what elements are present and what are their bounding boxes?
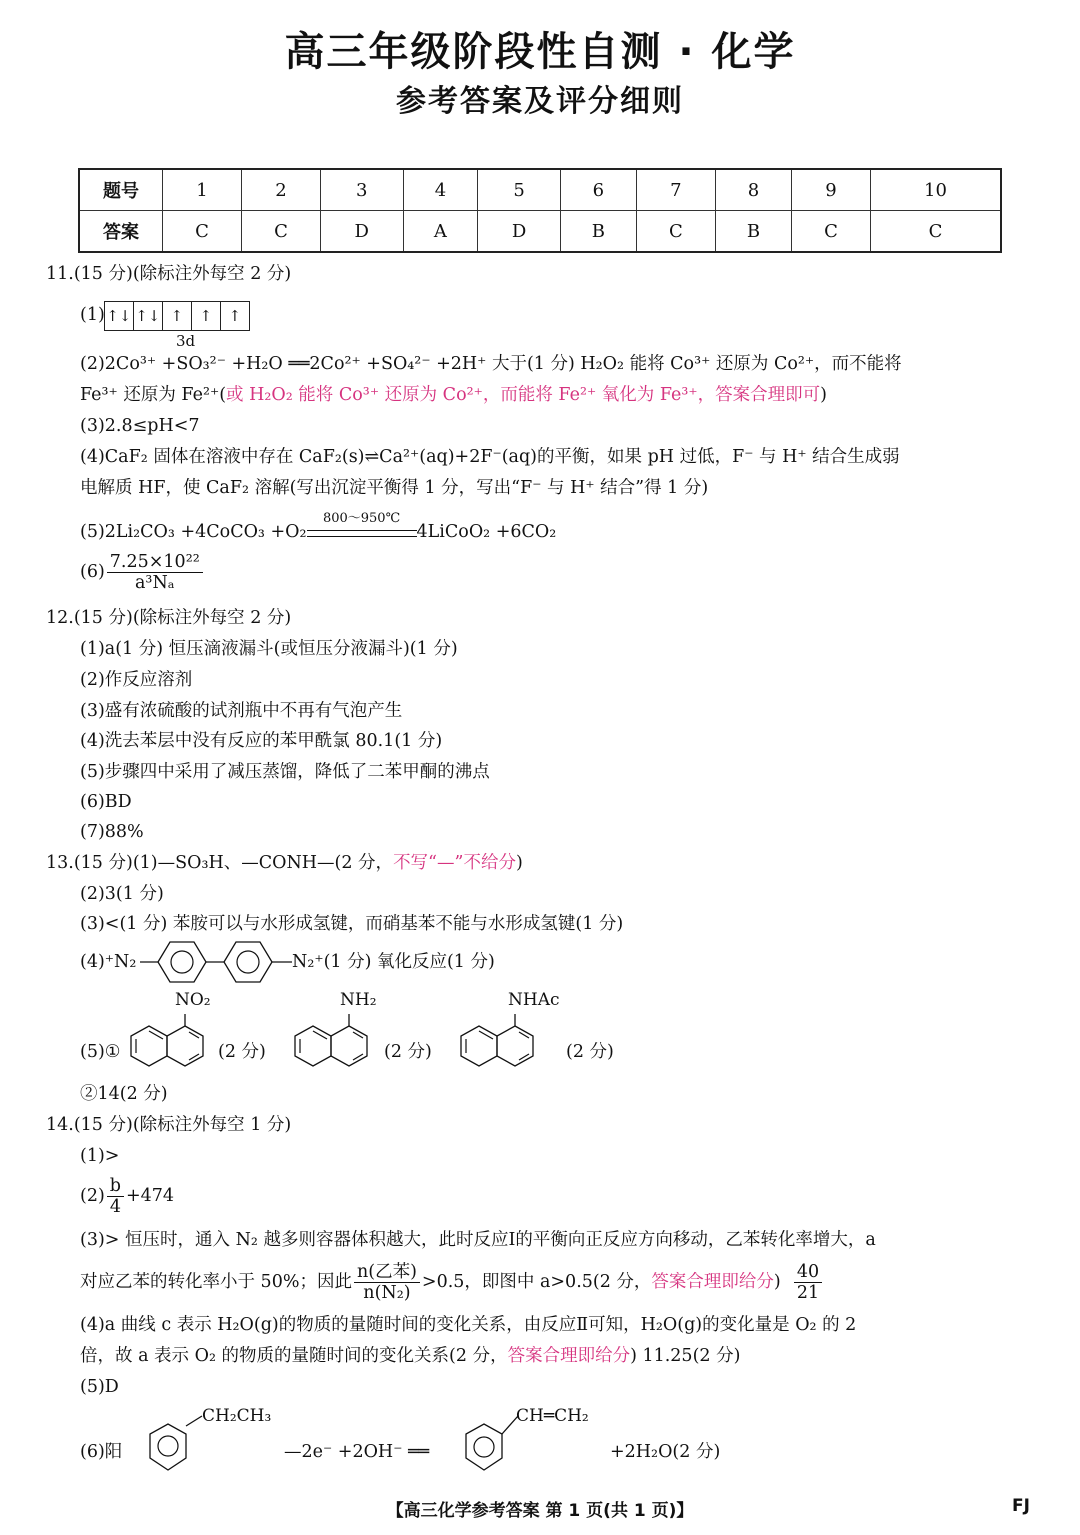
fraction-denominator: a³Nₐ (135, 573, 175, 593)
text-span: 对应乙苯的转化率小于 50%；因此 (80, 1272, 352, 1292)
orbital-box: ↑ (191, 301, 221, 331)
q11-part6-prefix: (6) (80, 562, 105, 582)
answer-fraction (794, 1262, 822, 1303)
q13-part4-suffix: N₂⁺(1 分) 氧化反应(1 分) (292, 952, 495, 972)
q11-part4-line2: 电解质 HF，使 CaF₂ 溶解(写出沉淀平衡得 1 分，写出“F⁻ 与 H⁺ 结合”得 1 分) (80, 478, 709, 498)
table-cell: B (715, 211, 791, 253)
q14-part4-line2 (80, 1344, 740, 1368)
table-cell: C (870, 211, 1001, 253)
q13-part4-prefix: (4)⁺N₂ (80, 952, 137, 972)
q14-part3-line2 (80, 1262, 824, 1303)
orbital-box: ↑ (220, 301, 250, 331)
fraction-numerator: 7.25×10²² (107, 552, 203, 573)
page-title: 高三年级阶段性自测 · 化学 (284, 29, 796, 75)
q12-line: (1)a(1 分) 恒压滴液漏斗(或恒压分液漏斗)(1 分) (80, 639, 458, 659)
table-cell: C (636, 211, 715, 253)
equation-right: +2H₂O(2 分) (610, 1442, 721, 1462)
text-span: (2) (80, 1186, 105, 1206)
substituent-label: NO₂ (175, 990, 211, 1010)
table-cell: C (163, 211, 242, 253)
equation-left: (5)2Li₂CO₃ +4CoCO₃ +O₂ (80, 522, 307, 542)
table-row-answers (79, 211, 1001, 253)
reaction-condition: 800～950℃ (322, 510, 401, 526)
score-label: (2 分) (384, 1042, 432, 1062)
q13-heading (46, 851, 523, 875)
q12-line: (2)作反应溶剂 (80, 670, 193, 690)
fraction-denominator: n(N₂) (363, 1283, 411, 1303)
q13-part5-prefix: (5)① (80, 1042, 121, 1062)
q11-part2-line1: (2)2Co³⁺ +SO₃²⁻ +H₂O ══2Co²⁺ +SO₄²⁻ +2H⁺ 大于(1 分) H₂O₂ 能将 Co³⁺ 还原为 Co²⁺，而不能将 (80, 354, 902, 374)
table-cell: B (560, 211, 636, 253)
scoring-note: 答案合理即给分 (651, 1272, 774, 1292)
fraction-denominator: 4 (109, 1197, 121, 1217)
equals-sign (307, 530, 417, 537)
text-span: 13.(15 分)(1)—SO₃H、—CONH—(2 分， (46, 853, 394, 873)
table-cell: 5 (478, 169, 561, 211)
reaction-arrow (307, 510, 417, 545)
q14-part4-line1: (4)a 曲线 c 表示 H₂O(g)的物质的量随时间的变化关系，由反应Ⅱ可知，H₂O(g)的变化量是 O₂ 的 2 (80, 1315, 857, 1335)
q11-part1 (80, 300, 250, 331)
text-span: ) (773, 1272, 781, 1292)
q14-heading: 14.(15 分)(除标注外每空 1 分) (46, 1115, 292, 1135)
q13-part5-2: ②14(2 分) (80, 1084, 168, 1104)
q11-part4-line1: (4)CaF₂ 固体在溶液中存在 CaF₂(s)⇌Ca²⁺(aq)+2F⁻(aq)的平衡，如果 pH 过低，F⁻ 与 H⁺ 结合生成弱 (80, 447, 900, 467)
q14-part3-line1: (3)> 恒压时，通入 N₂ 越多则容器体积越大，此时反应Ⅰ的平衡向正反应方向移动，乙苯转化率增大，a (80, 1230, 876, 1250)
score-label: (2 分) (218, 1042, 266, 1062)
table-cell: C (242, 211, 321, 253)
text-span: >0.5，即图中 a>0.5(2 分， (421, 1272, 652, 1292)
table-cell: 9 (791, 169, 870, 211)
q11-heading: 11.(15 分)(除标注外每空 2 分) (46, 264, 292, 284)
table-cell: A (403, 211, 478, 253)
biphenyl-structure (140, 940, 295, 984)
table-cell: 4 (403, 169, 478, 211)
q11-part6 (80, 552, 205, 593)
scoring-note: 答案合理即给分 (507, 1346, 631, 1366)
page-footer: 【高三化学参考答案 第 1 页(共 1 页)】 (386, 1501, 694, 1521)
naphthalene-structure (128, 1012, 208, 1074)
q12-line: (3)盛有浓硫酸的试剂瓶中不再有气泡产生 (80, 701, 403, 721)
text-span: ) 11.25(2 分) (630, 1346, 741, 1366)
table-cell: 10 (870, 169, 1001, 211)
score-label: (2 分) (566, 1042, 614, 1062)
ratio-fraction (354, 1262, 420, 1303)
q12-heading: 12.(15 分)(除标注外每空 2 分) (46, 608, 292, 628)
orbital-label: 3d (176, 332, 196, 350)
orbital-box: ↑↓ (104, 301, 134, 331)
q12-line: (7)88% (80, 822, 144, 842)
table-cell: D (478, 211, 561, 253)
q12-line: (6)BD (80, 792, 132, 812)
substituent-label: NHAc (508, 990, 560, 1010)
table-cell: 8 (715, 169, 791, 211)
q11-part2-line2 (80, 383, 827, 407)
fraction-denominator: 21 (796, 1283, 820, 1303)
page-subtitle: 参考答案及评分细则 (396, 84, 684, 119)
equation-right: 4LiCoO₂ +6CO₂ (416, 522, 557, 542)
row-label-number: 题号 (79, 169, 163, 211)
q11-part3: (3)2.8≤pH<7 (80, 416, 200, 436)
substituent-label: CH₂CH₃ (202, 1406, 272, 1426)
orbital-box: ↑↓ (133, 301, 163, 331)
answer-table (78, 168, 1002, 253)
q13-part2: (2)3(1 分) (80, 884, 164, 904)
q12-line: (4)洗去苯层中没有反应的苯甲酰氯 80.1(1 分) (80, 731, 443, 751)
density-fraction (107, 552, 203, 593)
table-cell: 2 (242, 169, 321, 211)
table-cell: 7 (636, 169, 715, 211)
table-cell: C (791, 211, 870, 253)
fraction-numerator: n(乙苯) (354, 1262, 420, 1283)
text-span: +474 (126, 1186, 175, 1206)
q14-part1: (1)> (80, 1146, 120, 1166)
table-cell: 3 (321, 169, 404, 211)
table-row-numbers (79, 169, 1001, 211)
fraction-numerator: b (107, 1176, 124, 1197)
table-cell: 6 (560, 169, 636, 211)
q13-part3: (3)<(1 分) 苯胺可以与水形成氢键，而硝基苯不能与水形成氢键(1 分) (80, 914, 624, 934)
substituent-label: CH═CH₂ (516, 1406, 589, 1426)
text-span: ) (515, 853, 523, 873)
row-label-answer: 答案 (79, 211, 163, 253)
q12-line: (5)步骤四中采用了减压蒸馏，降低了二苯甲酮的沸点 (80, 762, 490, 782)
table-cell: D (321, 211, 404, 253)
q11-part1-prefix: (1) (80, 305, 105, 325)
fraction-numerator: 40 (794, 1262, 822, 1283)
text-span: Fe³⁺ 还原为 Fe²⁺( (80, 385, 227, 405)
table-cell: 1 (163, 169, 242, 211)
text-span: 倍，故 a 表示 O₂ 的物质的量随时间的变化关系(2 分， (80, 1346, 508, 1366)
fraction (107, 1176, 124, 1217)
naphthalene-structure (292, 1012, 372, 1074)
orbital-box: ↑ (162, 301, 192, 331)
naphthalene-structure (458, 1012, 538, 1074)
q14-part5: (5)D (80, 1377, 119, 1397)
scoring-note: 不写“—”不给分 (393, 853, 516, 873)
text-span: ) (820, 385, 827, 405)
substituent-label: NH₂ (340, 990, 377, 1010)
q14-part2 (80, 1176, 174, 1217)
q11-part5 (80, 510, 557, 545)
footer-code: FJ (1012, 1496, 1030, 1516)
ethylbenzene-structure (146, 1414, 206, 1476)
alt-answer-note: 或 H₂O₂ 能将 Co³⁺ 还原为 Co²⁺，而能将 Fe²⁺ 氧化为 Fe³⁺，答案合理即可 (226, 385, 821, 405)
equation-middle: —2e⁻ +2OH⁻ ══ (284, 1442, 430, 1462)
q14-part6-prefix: (6)阳 (80, 1442, 123, 1462)
styrene-structure (462, 1414, 522, 1476)
